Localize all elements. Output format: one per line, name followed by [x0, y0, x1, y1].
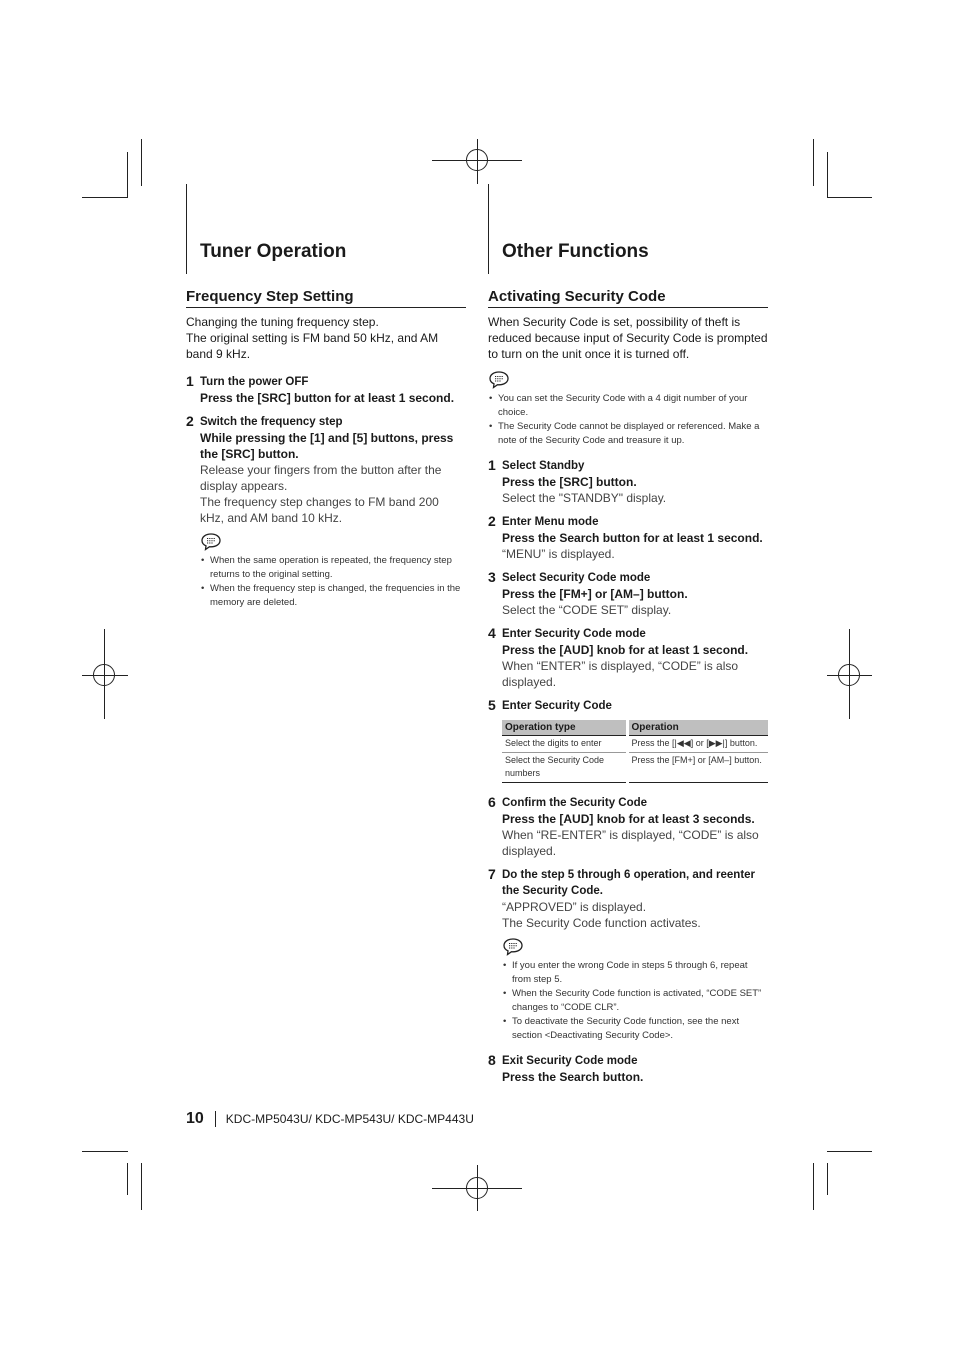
note-item: • The Security Code cannot be displayed or referenced. Make a note of the Security Code and treasure it up. [488, 420, 768, 448]
security-code-intro-notes [488, 392, 768, 448]
intro-line: The original setting is FM band 50 kHz, and AM band 9 kHz. [186, 331, 439, 361]
step-title: Confirm the Security Code [502, 797, 648, 809]
note-item: • If you enter the wrong Code in steps 5 through 6, repeat from step 5. [502, 959, 768, 987]
table-row [502, 736, 768, 753]
note-item: • When the same operation is repeated, the frequency step returns to the original setting. [200, 554, 466, 582]
step-title: Switch the frequency step [200, 416, 343, 428]
step-detail: When “RE-ENTER” is displayed, “CODE” is also displayed. [502, 828, 759, 858]
note-speech-bubble-icon [200, 532, 222, 552]
step7-notes [502, 959, 768, 1043]
right-step-1 [488, 458, 768, 506]
security-code-intro: When Security Code is set, possibility of theft is reduced because input of Security Code is prompted to turn on the unit once it is turned off. [488, 315, 768, 361]
chapter-bar-left [186, 184, 187, 274]
section-title-frequency-step: Frequency Step Setting [186, 288, 466, 308]
note-speech-bubble-icon [502, 937, 524, 957]
step-title: Enter Menu mode [502, 516, 599, 528]
step-action: Press the Search button for at least 1 second. [502, 531, 763, 545]
step-detail: The Security Code function activates. [502, 916, 701, 930]
step-number: 4 [488, 625, 496, 641]
step-action: Press the [SRC] button. [502, 475, 637, 489]
table-cell: Select the Security Code numbers [502, 753, 627, 783]
model-numbers: KDC-MP5043U/ KDC-MP543U/ KDC-MP443U [225, 1112, 474, 1126]
table-cell: Press the [|◀◀] or [▶▶|] button. [627, 736, 768, 753]
step-detail: When “ENTER” is displayed, “CODE” is also displayed. [502, 659, 739, 689]
step-detail: Select the “CODE SET” display. [502, 603, 672, 617]
step-number: 1 [186, 373, 194, 389]
step-number: 8 [488, 1052, 496, 1068]
note-speech-bubble-icon [488, 370, 510, 390]
step-number: 1 [488, 457, 496, 473]
step-title: Turn the power OFF [200, 376, 309, 388]
intro-line: Changing the tuning frequency step. [186, 315, 379, 329]
right-step-2 [488, 514, 768, 562]
right-step-4 [488, 626, 768, 690]
step-title: Select Standby [502, 460, 585, 472]
frequency-step-intro [186, 314, 466, 362]
right-step-6 [488, 795, 768, 859]
step-number: 5 [488, 697, 496, 713]
step-number: 6 [488, 794, 496, 810]
step-detail: The frequency step changes to FM band 200 kHz, and AM band 10 kHz. [200, 495, 439, 525]
step-action: While pressing the [1] and [5] buttons, press the [SRC] button. [200, 431, 454, 461]
step-action: Press the [AUD] knob for at least 3 seconds. [502, 812, 755, 826]
left-step-2 [186, 414, 466, 610]
chapter-title-other: Other Functions [502, 241, 649, 262]
step-detail: “APPROVED” is displayed. [502, 900, 647, 914]
note-item: • You can set the Security Code with a 4 digit number of your choice. [488, 392, 768, 420]
table-header-operation: Operation [627, 720, 768, 736]
table-cell: Select the digits to enter [502, 736, 627, 753]
left-step-1 [186, 374, 466, 406]
step-action: Press the [FM+] or [AM–] button. [502, 587, 688, 601]
step-action: Press the [AUD] knob for at least 1 second. [502, 643, 749, 657]
step-action: Press the Search button. [502, 1070, 644, 1084]
table-cell: Press the [FM+] or [AM–] button. [627, 753, 768, 783]
note-item: • When the Security Code function is activated, “CODE SET” changes to “CODE CLR”. [502, 987, 768, 1015]
step-action: Press the [SRC] button for at least 1 second. [200, 391, 455, 405]
step-detail: “MENU” is displayed. [502, 547, 615, 561]
chapter-title-tuner: Tuner Operation [200, 241, 347, 262]
note-item: • When the frequency step is changed, the frequencies in the memory are deleted. [200, 582, 466, 610]
page-footer [186, 1110, 474, 1128]
step-number: 7 [488, 866, 496, 882]
step-number: 3 [488, 569, 496, 585]
left-column [186, 288, 466, 610]
table-header-operation-type: Operation type [502, 720, 627, 736]
security-code-operation-table [502, 720, 768, 783]
step-title: Enter Security Code mode [502, 628, 646, 640]
right-step-5 [488, 698, 768, 783]
step-detail: Release your fingers from the button after the display appears. [200, 463, 442, 493]
chapter-bar-right [488, 184, 489, 274]
section-title-security-code: Activating Security Code [488, 288, 768, 308]
table-row [502, 753, 768, 783]
step-title: Do the step 5 through 6 operation, and reenter the Security Code. [502, 869, 756, 897]
step-title: Exit Security Code mode [502, 1055, 638, 1067]
step-detail: Select the "STANDBY" display. [502, 491, 667, 505]
note-item: • To deactivate the Security Code function, see the next section <Deactivating Security Code>. [502, 1015, 768, 1043]
right-step-3 [488, 570, 768, 618]
right-column [488, 288, 768, 1085]
step-number: 2 [488, 513, 496, 529]
step-title: Enter Security Code [502, 700, 612, 712]
step-title: Select Security Code mode [502, 572, 651, 584]
footer-divider [215, 1111, 216, 1127]
right-step-7 [488, 867, 768, 1043]
frequency-step-notes [200, 554, 466, 610]
right-step-8 [488, 1053, 768, 1085]
page-number: 10 [186, 1110, 204, 1127]
step-number: 2 [186, 413, 194, 429]
